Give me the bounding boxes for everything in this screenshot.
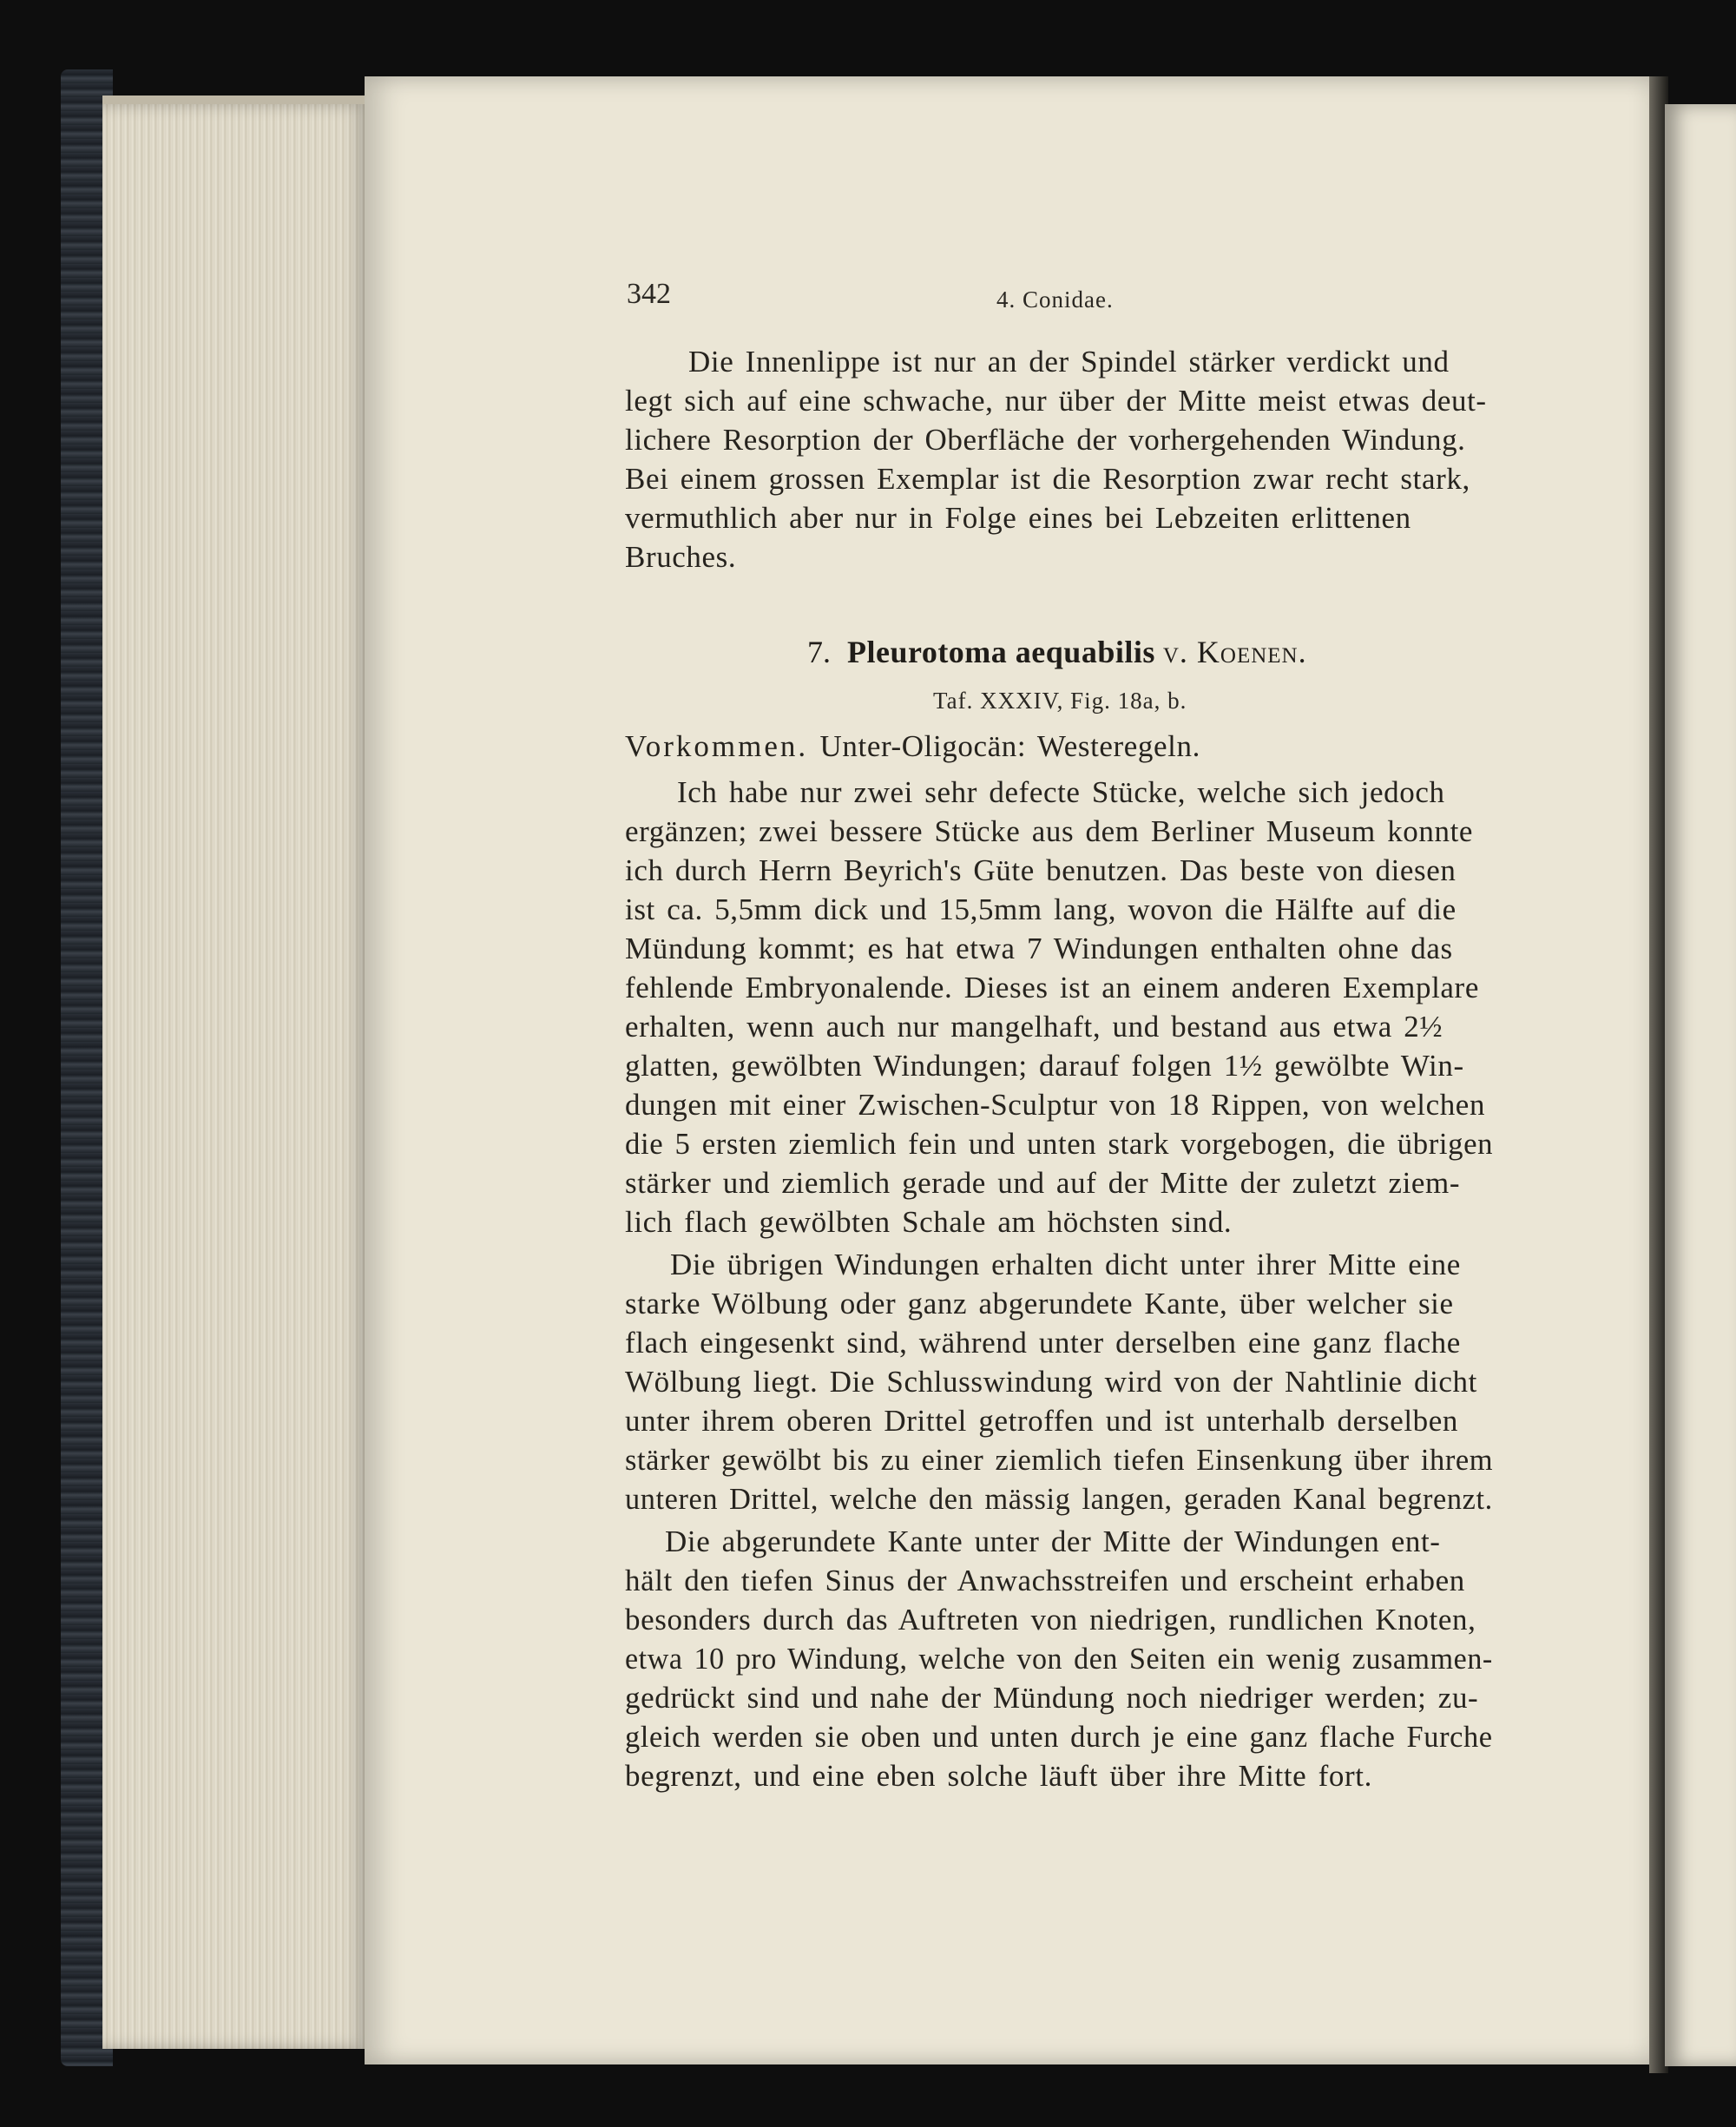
text-line: gedrückt sind und nahe der Mündung noch niedriger werden; zu- — [625, 1681, 1479, 1715]
text-line: legt sich auf eine schwache, nur über der Mitte meist etwas deut- — [625, 384, 1487, 418]
opposite-page-edge — [1665, 104, 1736, 2066]
text-line: Bei einem grossen Exemplar ist die Resorption zwar recht stark, — [625, 462, 1470, 496]
text-line: die 5 ersten ziemlich fein und unten stark vorgebogen, die übrigen — [625, 1127, 1494, 1161]
text-line: stärker und ziemlich gerade und auf der Mitte der zuletzt ziem- — [625, 1166, 1461, 1200]
text-line: besonders durch das Auftreten von niedrigen, rundlichen Knoten, — [625, 1603, 1476, 1636]
text-line: starke Wölbung oder ganz abgerundete Kante, über welcher sie — [625, 1287, 1454, 1320]
text-line: ich durch Herrn Beyrich's Güte benutzen. Das beste von diesen — [625, 853, 1457, 887]
text-line: ist ca. 5,5mm dick und 15,5mm lang, wovon die Hälfte auf die — [625, 892, 1457, 926]
page-number: 342 — [627, 278, 671, 310]
text-line: erhalten, wenn auch nur mangelhaft, und bestand aus etwa 2½ — [625, 1010, 1443, 1044]
text-line: gleich werden sie oben und unten durch je eine ganz flache Furche — [625, 1720, 1493, 1754]
page-stack-edge — [102, 104, 367, 2049]
occurrence-line — [625, 729, 1200, 764]
text-line: Mündung kommt; es hat etwa 7 Windungen enthalten ohne das — [625, 932, 1453, 965]
text-line: fehlende Embryonalende. Dieses ist an einem anderen Exemplare — [625, 971, 1479, 1004]
text-line: hält den tiefen Sinus der Anwachsstreifen und erscheint erhaben — [625, 1564, 1465, 1597]
text-line: Ich habe nur zwei sehr defecte Stücke, welche sich jedoch — [677, 775, 1445, 809]
species-number: 7. — [807, 635, 831, 669]
text-line: Die übrigen Windungen erhalten dicht unter ihrer Mitte eine — [670, 1248, 1461, 1281]
text-line: Wölbung liegt. Die Schlusswindung wird von der Nahtlinie dicht — [625, 1365, 1477, 1399]
species-name: Pleurotoma aequabilis — [847, 635, 1155, 669]
text-line: lich flach gewölbten Schale am höchsten sind. — [625, 1205, 1233, 1239]
plate-reference: Taf. XXXIV, Fig. 18a, b. — [933, 688, 1187, 714]
text-line: Die Innenlippe ist nur an der Spindel stärker verdickt und — [688, 345, 1450, 379]
text-line: vermuthlich aber nur in Folge eines bei Lebzeiten erlittenen — [625, 501, 1411, 535]
text-line: flach eingesenkt sind, während unter derselben eine ganz flache — [625, 1326, 1461, 1360]
text-line: dungen mit einer Zwischen-Sculptur von 18 Rippen, von welchen — [625, 1088, 1486, 1122]
species-author: v. Koenen. — [1162, 635, 1307, 669]
species-heading — [807, 634, 1307, 670]
text-line: Die abgerundete Kante unter der Mitte der Windungen ent- — [665, 1524, 1441, 1558]
text-line: etwa 10 pro Windung, welche von den Seiten ein wenig zusammen- — [625, 1642, 1493, 1676]
text-line: Bruches. — [625, 540, 737, 574]
occurrence-text: Unter-Oligocän: Westeregeln. — [819, 729, 1200, 763]
running-title: 4. Conidae. — [996, 286, 1114, 313]
text-line: lichere Resorption der Oberfläche der vorhergehenden Windung. — [625, 423, 1466, 457]
text-line: begrenzt, und eine eben solche läuft über ihre Mitte fort. — [625, 1759, 1372, 1793]
occurrence-label: Vorkommen. — [625, 729, 809, 763]
text-line: glatten, gewölbten Windungen; darauf folgen 1½ gewölbte Win- — [625, 1049, 1464, 1083]
text-line: stärker gewölbt bis zu einer ziemlich tiefen Einsenkung über ihrem — [625, 1443, 1494, 1477]
text-line: unteren Drittel, welche den mässig langen, geraden Kanal begrenzt. — [625, 1482, 1493, 1516]
text-line: ergänzen; zwei bessere Stücke aus dem Berliner Museum konnte — [625, 814, 1474, 848]
text-line: unter ihrem oberen Drittel getroffen und ist unterhalb derselben — [625, 1404, 1459, 1438]
